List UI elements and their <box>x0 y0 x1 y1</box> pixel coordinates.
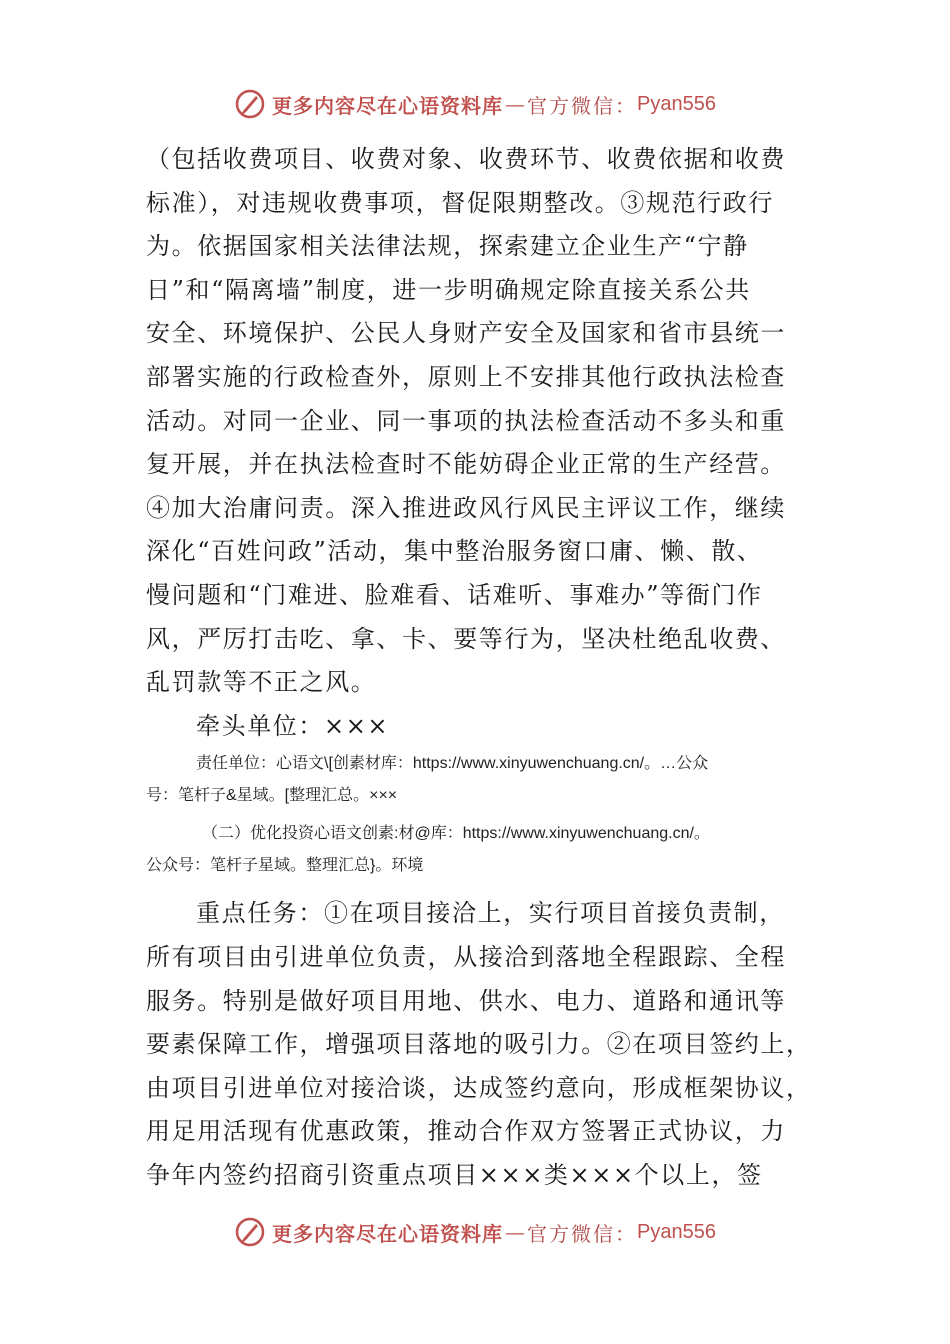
text-line: ④加大治庸问责。深入推进政风行风民主评议工作，继续 <box>146 493 786 522</box>
footer-banner <box>0 1212 950 1252</box>
text-line: （包括收费项目、收费对象、收费环节、收费依据和收费 <box>146 145 786 173</box>
text-line: 要素保障工作，增强项目落地的吸引力。②在项目签约上， <box>146 1030 812 1059</box>
text-line: 用足用活现有优惠政策，推动合作双方签署正式协议，力 <box>146 1117 786 1146</box>
text-line: 服务。特别是做好项目用地、供水、电力、道路和通讯等 <box>146 986 786 1015</box>
text-line: 标准），对违规收费事项，督促限期整改。③规范行政行 <box>146 188 774 217</box>
banner-wechat-label: 官方微信： <box>527 1221 638 1246</box>
text-line: 复开展，并在执法检查时不能妨碍企业正常的生产经营。 <box>146 450 786 479</box>
banner-separator: — <box>505 1220 526 1244</box>
text-line: 责任单位：心语文\[创素材库：https://www.xinyuwenchuang.cn/。…公众 <box>196 755 709 773</box>
banner-brand: 更多内容尽在心语资料库 <box>272 1221 504 1246</box>
text-line: 争年内签约招商引资重点项目×××类×××个以上，签 <box>146 1160 763 1189</box>
text-line: 由项目引进单位对接洽谈，达成签约意向，形成框架协议， <box>146 1073 812 1102</box>
paragraph-1 <box>146 138 806 705</box>
text-line: 风，严厉打击吃、拿、卡、要等行为，坚决杜绝乱收费、 <box>146 624 786 653</box>
header-banner <box>0 84 950 124</box>
lead-unit: 牵头单位：××× <box>196 711 390 740</box>
banner-brand: 更多内容尽在心语资料库 <box>272 93 504 118</box>
text-line: 号：笔杆子&星域。[整理汇总。××× <box>146 787 398 805</box>
section-heading <box>146 818 806 882</box>
text-line: 深化“百姓问政”活动，集中整治服务窗口庸、懒、散、 <box>146 537 763 566</box>
text-line: 安全、环境保护、公民人身财产安全及国家和省市县统一 <box>146 319 786 348</box>
quill-pen-logo-icon <box>234 1216 266 1248</box>
banner-separator: — <box>505 92 526 116</box>
responsible-unit <box>146 748 806 812</box>
text-line: 日”和“隔离墙”制度，进一步明确规定除直接关系公共 <box>146 275 751 304</box>
text-line: 部署实施的行政检查外，原则上不安排其他行政执法检查 <box>146 362 786 391</box>
banner-wechat-id: Pyan556 <box>637 1220 716 1243</box>
text-line: 所有项目由引进单位负责，从接洽到落地全程跟踪、全程 <box>146 942 786 971</box>
text-line: 重点任务：①在项目接洽上，实行项目首接负责制， <box>196 899 785 928</box>
quill-pen-logo-icon <box>234 88 266 120</box>
banner-wechat-id: Pyan556 <box>637 92 716 115</box>
text-line: 为。依据国家相关法律法规，探索建立企业生产“宁静 <box>146 232 749 261</box>
paragraph-2 <box>146 892 812 1197</box>
document-body <box>146 138 812 1197</box>
text-line: （二）优化投资心语文创素:材@库：https://www.xinyuwenchuang.cn/。 <box>202 825 710 843</box>
banner-wechat-label: 官方微信： <box>527 93 638 118</box>
text-line: 乱罚款等不正之风。 <box>146 668 377 697</box>
text-line: 活动。对同一企业、同一事项的执法检查活动不多头和重 <box>146 406 786 435</box>
text-line: 慢问题和“门难进、脸难看、话难听、事难办”等衙门作 <box>146 580 763 609</box>
text-line: 公众号：笔杆子星域。整理汇总}。环境 <box>146 857 424 875</box>
